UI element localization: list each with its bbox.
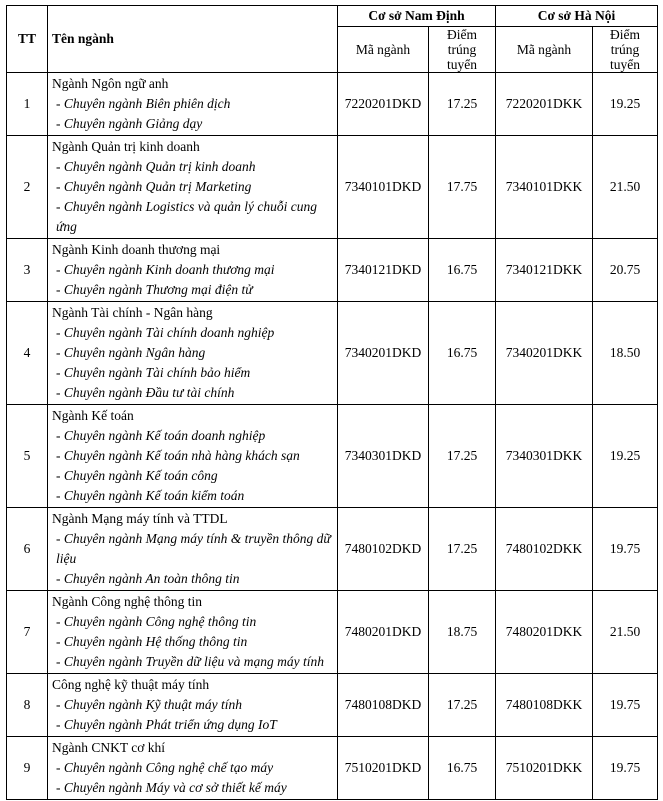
score-ha-noi: 19.75 [593,737,658,800]
code-ha-noi: 7340101DKK [496,136,593,239]
row-number: 2 [7,136,48,239]
table-row [7,674,658,737]
score-ha-noi: 19.25 [593,405,658,508]
row-number: 7 [7,591,48,674]
header-major-name: Tên ngành [48,6,338,73]
code-nam-dinh: 7340301DKD [338,405,429,508]
specialization-item: - Chuyên ngành Tài chính doanh nghiệp [56,325,275,340]
specialization-item: - Chuyên ngành Giảng dạy [56,116,203,131]
major-name: Ngành Quản trị kinh doanh [52,139,200,154]
specialization-item: - Chuyên ngành Thương mại điện tử [56,282,253,297]
header-score-word-3: tuyển [447,57,477,72]
score-ha-noi: 19.75 [593,674,658,737]
specialization-item: - Chuyên ngành Máy và cơ sở thiết kế máy [56,780,287,795]
row-number: 9 [7,737,48,800]
specialization-item: - Chuyên ngành Tài chính bảo hiểm [56,365,251,380]
header-score-word-2: trúng [610,42,640,57]
code-ha-noi: 7340301DKK [496,405,593,508]
code-nam-dinh: 7220201DKD [338,73,429,136]
score-nam-dinh: 18.75 [429,591,496,674]
table-row [7,239,658,302]
code-nam-dinh: 7340121DKD [338,239,429,302]
major-cell [48,136,338,239]
code-nam-dinh: 7480102DKD [338,508,429,591]
specialization-item: - Chuyên ngành Quản trị Marketing [56,179,252,194]
header-code-hn: Mã ngành [496,27,593,73]
score-nam-dinh: 16.75 [429,302,496,405]
table-row [7,591,658,674]
major-name: Ngành Mạng máy tính và TTDL [52,511,228,526]
major-name: Ngành Tài chính - Ngân hàng [52,305,213,320]
code-nam-dinh: 7340101DKD [338,136,429,239]
table-row [7,302,658,405]
code-ha-noi: 7340121DKK [496,239,593,302]
code-nam-dinh: 7480108DKD [338,674,429,737]
code-nam-dinh: 7340201DKD [338,302,429,405]
row-number: 1 [7,73,48,136]
row-number: 3 [7,239,48,302]
row-number: 8 [7,674,48,737]
code-ha-noi: 7480201DKK [496,591,593,674]
header-score-hn [593,27,658,73]
specialization-item: - Chuyên ngành Đầu tư tài chính [56,385,235,400]
specialization-item: - Chuyên ngành Kế toán doanh nghiệp [56,428,266,443]
major-name: Ngành Công nghệ thông tin [52,594,202,609]
major-name: Ngành Kế toán [52,408,134,423]
score-nam-dinh: 17.25 [429,674,496,737]
score-ha-noi: 20.75 [593,239,658,302]
code-ha-noi: 7480102DKK [496,508,593,591]
code-ha-noi: 7220201DKK [496,73,593,136]
score-nam-dinh: 17.75 [429,136,496,239]
header-score-word-2: trúng [447,42,477,57]
major-cell [48,73,338,136]
score-nam-dinh: 16.75 [429,239,496,302]
header-code-nd: Mã ngành [338,27,429,73]
major-cell [48,737,338,800]
major-cell [48,591,338,674]
major-name: Ngành Kinh doanh thương mại [52,242,221,257]
specialization-item: - Chuyên ngành Mạng máy tính & truyền thông dữ liệu [56,531,331,566]
score-nam-dinh: 16.75 [429,737,496,800]
major-cell [48,674,338,737]
score-ha-noi: 19.75 [593,508,658,591]
major-name: Ngành Ngôn ngữ anh [52,76,169,91]
header-tt: TT [7,6,48,73]
row-number: 5 [7,405,48,508]
specialization-item: - Chuyên ngành Công nghệ thông tin [56,614,257,629]
admission-scores-table [6,5,658,800]
major-name: Ngành CNKT cơ khí [52,740,166,755]
header-score-word-1: Điểm [610,27,640,42]
major-cell [48,508,338,591]
specialization-item: - Chuyên ngành Kinh doanh thương mại [56,262,275,277]
code-ha-noi: 7340201DKK [496,302,593,405]
major-cell [48,405,338,508]
specialization-item: - Chuyên ngành An toàn thông tin [56,571,240,586]
table-row [7,405,658,508]
score-ha-noi: 21.50 [593,591,658,674]
header-score-word-3: tuyển [610,57,640,72]
specialization-item: - Chuyên ngành Ngân hàng [56,345,206,360]
header-score-word-1: Điểm [447,27,477,42]
specialization-item: - Chuyên ngành Quản trị kinh doanh [56,159,256,174]
header-score-nd [429,27,496,73]
score-ha-noi: 19.25 [593,73,658,136]
major-name: Công nghệ kỹ thuật máy tính [52,677,210,692]
code-ha-noi: 7510201DKK [496,737,593,800]
table-row [7,136,658,239]
table-row [7,737,658,800]
specialization-item: - Chuyên ngành Kế toán kiểm toán [56,488,245,503]
row-number: 6 [7,508,48,591]
table-row [7,73,658,136]
specialization-item: - Chuyên ngành Hệ thống thông tin [56,634,248,649]
code-ha-noi: 7480108DKK [496,674,593,737]
score-ha-noi: 21.50 [593,136,658,239]
major-cell [48,302,338,405]
row-number: 4 [7,302,48,405]
header-campus-nam-dinh: Cơ sở Nam Định [338,6,496,27]
code-nam-dinh: 7480201DKD [338,591,429,674]
header-campus-ha-noi: Cơ sở Hà Nội [496,6,658,27]
code-nam-dinh: 7510201DKD [338,737,429,800]
specialization-item: - Chuyên ngành Truyền dữ liệu và mạng máy tính [56,654,324,669]
specialization-item: - Chuyên ngành Kế toán nhà hàng khách sạn [56,448,300,463]
specialization-item: - Chuyên ngành Biên phiên dịch [56,96,231,111]
specialization-item: - Chuyên ngành Công nghệ chế tạo máy [56,760,274,775]
score-nam-dinh: 17.25 [429,508,496,591]
score-nam-dinh: 17.25 [429,73,496,136]
table-body [7,73,658,800]
score-ha-noi: 18.50 [593,302,658,405]
score-nam-dinh: 17.25 [429,405,496,508]
table-row [7,508,658,591]
specialization-item: - Chuyên ngành Kế toán công [56,468,218,483]
specialization-item: - Chuyên ngành Logistics và quản lý chuỗi cung ứng [56,199,317,234]
specialization-item: - Chuyên ngành Phát triển ứng dụng IoT [56,717,277,732]
specialization-item: - Chuyên ngành Kỹ thuật máy tính [56,697,242,712]
major-cell [48,239,338,302]
